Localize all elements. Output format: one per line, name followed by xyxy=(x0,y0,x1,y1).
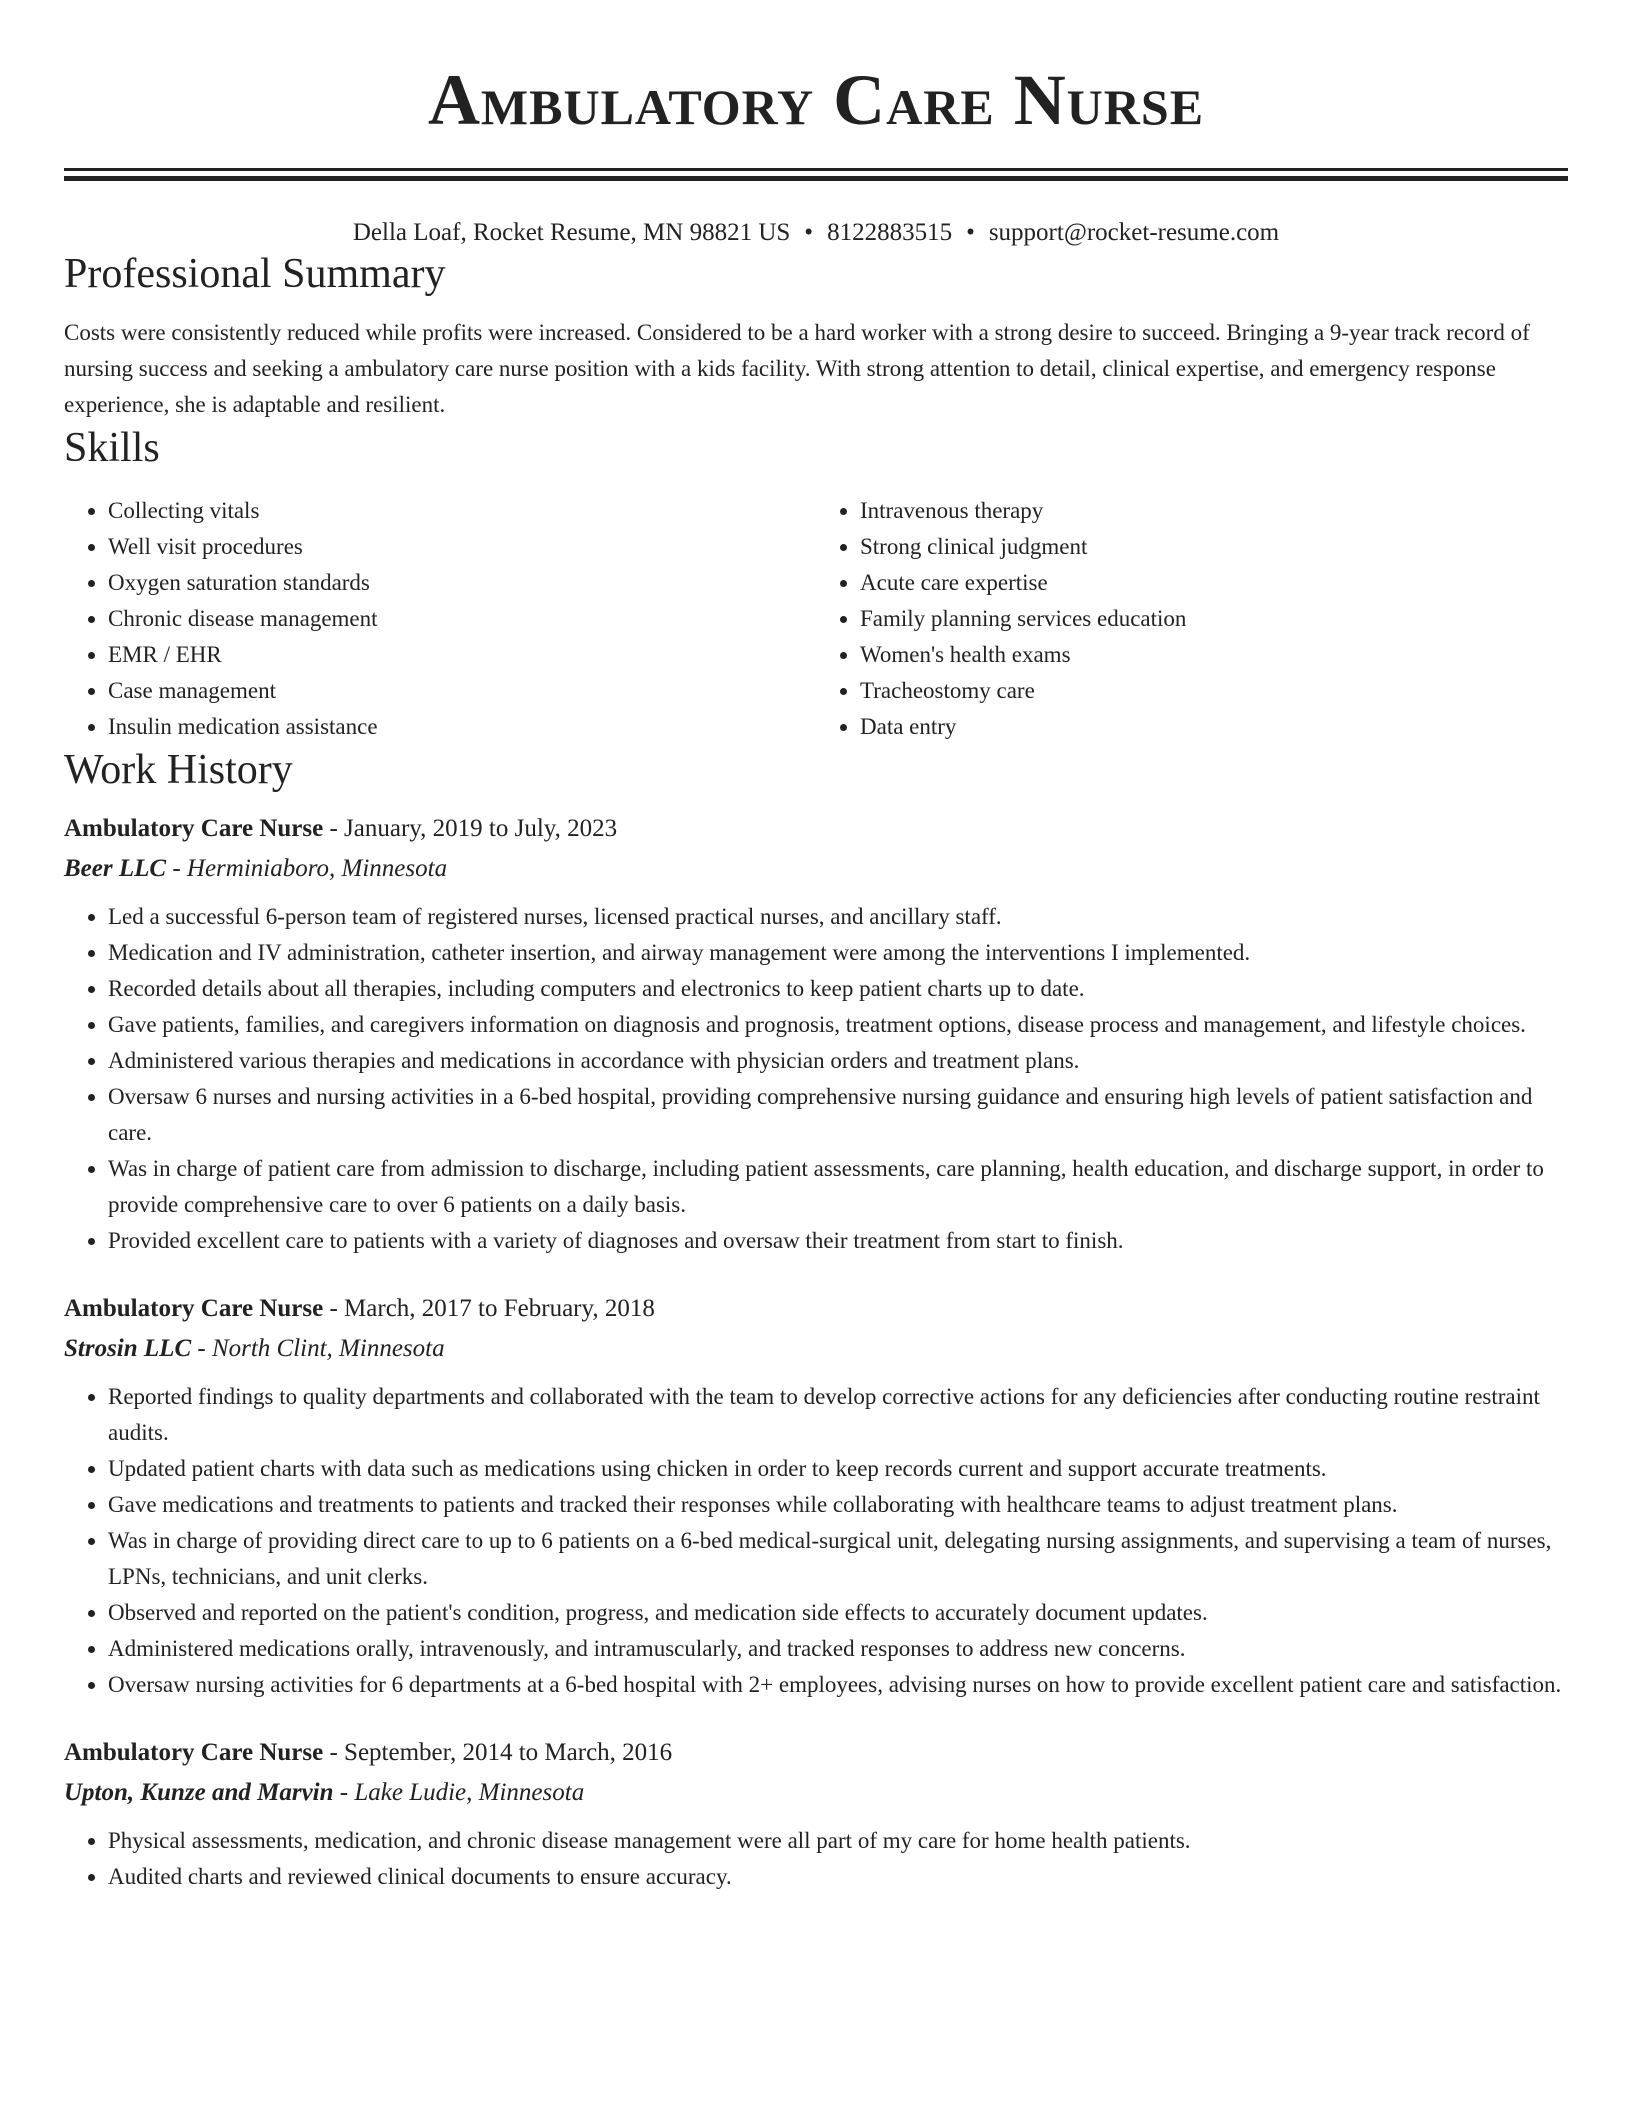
job-bullet: • Provided excellent care to patients with a variety of diagnoses and oversaw their treatment from start to finish. xyxy=(108,1223,1568,1259)
job-company-line xyxy=(64,1773,1568,1813)
contact-email: support@rocket-resume.com xyxy=(988,219,1280,246)
job-bullet: • Gave medications and treatments to patients and tracked their responses while collaborating with healthcare teams to adjust treatment plans. xyxy=(108,1487,1568,1523)
skill-item: • Tracheostomy care xyxy=(860,673,1568,709)
header-rule-thick xyxy=(64,176,1568,181)
skill-item: • Women's health exams xyxy=(860,637,1568,673)
job-location: - Lake Ludie, Minnesota xyxy=(333,1779,585,1806)
skills-list-right xyxy=(816,493,1568,745)
section-title-work-history: Work History xyxy=(64,747,293,793)
job-heading xyxy=(64,809,1568,849)
skill-item: • Oxygen saturation standards xyxy=(108,565,816,601)
job-bullet: • Observed and reported on the patient's condition, progress, and medication side effects to accurately document updates. xyxy=(108,1595,1568,1631)
job-location: - Herminiaboro, Minnesota xyxy=(166,855,448,882)
job-company: Strosin LLC xyxy=(64,1335,192,1362)
job-bullet: • Was in charge of providing direct care to up to 6 patients on a 6-bed medical-surgical unit, delegating nursing assignments, and supervising a team of nurses, LPNs, technicians, and unit clerks. xyxy=(108,1523,1568,1595)
job-entry xyxy=(64,809,1568,1259)
skill-item: • Strong clinical judgment xyxy=(860,529,1568,565)
skill-item: • Chronic disease management xyxy=(108,601,816,637)
job-bullet: • Recorded details about all therapies, including computers and electronics to keep patient charts up to date. xyxy=(108,971,1568,1007)
job-bullet: • Administered medications orally, intravenously, and intramuscularly, and tracked responses to address new concerns. xyxy=(108,1631,1568,1667)
job-entry xyxy=(64,1289,1568,1703)
job-bullets xyxy=(64,899,1568,1259)
job-dates: - January, 2019 to July, 2023 xyxy=(323,815,618,842)
job-bullet: • Led a successful 6-person team of registered nurses, licensed practical nurses, and ancillary staff. xyxy=(108,899,1568,935)
contact-address: Della Loaf, Rocket Resume, MN 98821 US xyxy=(352,219,791,246)
resume-name-title: Ambulatory Care Nurse xyxy=(427,60,1205,140)
skill-item: • EMR / EHR xyxy=(108,637,816,673)
skill-item: • Data entry xyxy=(860,709,1568,745)
job-bullet: • Oversaw nursing activities for 6 departments at a 6-bed hospital with 2+ employees, advising nurses on how to provide excellent patient care and satisfaction. xyxy=(108,1667,1568,1703)
job-entry xyxy=(64,1733,1568,1895)
job-company: Upton, Kunze and Marvin xyxy=(64,1779,334,1806)
skill-item: • Case management xyxy=(108,673,816,709)
job-bullet: • Reported findings to quality departments and collaborated with the team to develop corrective actions for any deficiencies after conducting routine restraint audits. xyxy=(108,1379,1568,1451)
job-bullet: • Oversaw 6 nurses and nursing activities in a 6-bed hospital, providing comprehensive nursing guidance and ensuring high levels of patient satisfaction and care. xyxy=(108,1079,1568,1151)
job-location: - North Clint, Minnesota xyxy=(191,1335,445,1362)
job-company-line xyxy=(64,1329,1568,1369)
job-bullets xyxy=(64,1379,1568,1703)
job-heading xyxy=(64,1733,1568,1773)
skill-item: • Acute care expertise xyxy=(860,565,1568,601)
skills-columns xyxy=(64,493,1568,745)
header-rule-thin xyxy=(64,168,1568,171)
job-bullet: • Updated patient charts with data such as medications using chicken in order to keep records current and support accurate treatments. xyxy=(108,1451,1568,1487)
job-bullet: • Administered various therapies and medications in accordance with physician orders and treatment plans. xyxy=(108,1043,1568,1079)
contact-line xyxy=(64,217,1568,249)
job-company-line xyxy=(64,849,1568,889)
job-role: Ambulatory Care Nurse xyxy=(64,1295,324,1322)
job-bullet: • Medication and IV administration, catheter insertion, and airway management were among the interventions I implemented. xyxy=(108,935,1568,971)
summary-text: Costs were consistently reduced while profits were increased. Considered to be a hard worker with a strong desire to succeed. Bringing a 9-year track record of nursing success and seeking a ambulatory care nurse position with a kids facility. With strong attention to detail, clinical expertise, and emergency response experience, she is adaptable and resilient. xyxy=(64,320,1530,417)
job-bullet: • Was in charge of patient care from admission to discharge, including patient assessments, care planning, health education, and discharge support, in order to provide comprehensive care to over 6 patients on a daily basis. xyxy=(108,1151,1568,1223)
job-bullets xyxy=(64,1823,1568,1895)
job-bullet: • Audited charts and reviewed clinical documents to ensure accuracy. xyxy=(108,1859,1568,1895)
skill-item: • Collecting vitals xyxy=(108,493,816,529)
skill-item: • Well visit procedures xyxy=(108,529,816,565)
job-dates: - September, 2014 to March, 2016 xyxy=(323,1739,673,1766)
job-bullet: • Gave patients, families, and caregivers information on diagnosis and prognosis, treatment options, disease process and management, and lifestyle choices. xyxy=(108,1007,1568,1043)
job-heading xyxy=(64,1289,1568,1329)
skill-item: • Intravenous therapy xyxy=(860,493,1568,529)
job-company: Beer LLC xyxy=(64,855,167,882)
bullet-separator: • xyxy=(804,219,814,246)
contact-phone: 8122883515 xyxy=(827,219,953,246)
bullet-separator: • xyxy=(966,219,975,246)
section-title-summary: Professional Summary xyxy=(64,251,446,297)
job-role: Ambulatory Care Nurse xyxy=(64,815,324,842)
job-dates: - March, 2017 to February, 2018 xyxy=(323,1295,655,1322)
skill-item: • Family planning services education xyxy=(860,601,1568,637)
skill-item: • Insulin medication assistance xyxy=(108,709,816,745)
skills-list-left xyxy=(64,493,816,745)
job-bullet: • Physical assessments, medication, and chronic disease management were all part of my care for home health patients. xyxy=(108,1823,1568,1859)
section-title-skills: Skills xyxy=(64,425,160,471)
work-history-list xyxy=(64,809,1568,1895)
job-role: Ambulatory Care Nurse xyxy=(64,1739,324,1766)
